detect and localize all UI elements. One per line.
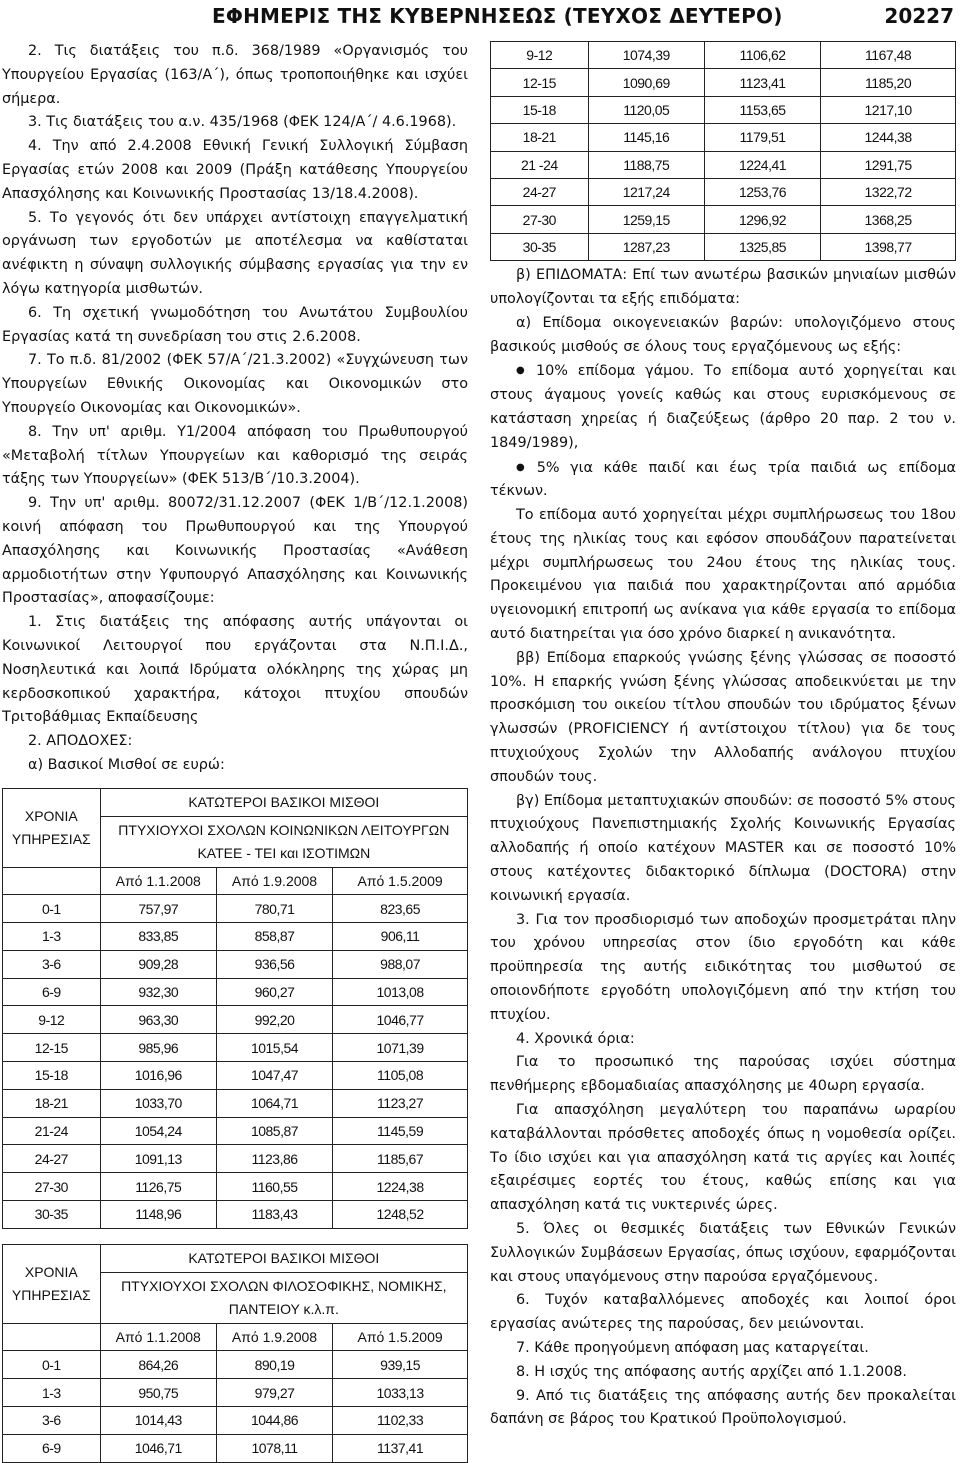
years-cell: 15-18 [3,1062,101,1090]
table-row [491,42,956,69]
salary-cell: 1296,92 [704,206,820,233]
salary-cell: 1224,38 [333,1173,468,1201]
paragraph: 8. Την υπ' αριθμ. Υ1/2004 απόφαση του Πρωθυπουργού «Μεταβολή τίτλων Υπουργείων και καθορισμό της σειράς τάξης των Υπουργείων» (ΦΕΚ 513/Β΄/10.3.2004). [2,423,468,488]
salary-cell: 1123,27 [333,1089,468,1117]
years-cell: 27-30 [491,206,589,233]
salary-cell: 1033,13 [333,1379,468,1407]
salary-cell: 1074,39 [588,42,704,69]
salary-cell: 1244,38 [821,124,956,151]
paragraph: 3. Για τον προσδιορισμό των αποδοχών προσμετράται πλην του χρόνου υπηρεσίας στον ίδιο εργοδότη και κάθε προϋπηρεσία της αυτής ειδικότητας του μισθωτού σε οποιονδήποτε εργοδότη υπολογιζόμενη από την κτήση του πτυχίου. [490,911,956,1023]
salary-table-continued [490,41,956,261]
salary-cell: 1015,54 [216,1034,332,1062]
table-row [3,1434,468,1462]
table-body [3,895,468,1229]
years-cell: 9-12 [491,42,589,69]
table-row [491,178,956,205]
salary-cell: 823,65 [333,895,468,923]
salary-cell: 1145,59 [333,1117,468,1145]
years-cell: 3-6 [3,950,101,978]
page-header [0,0,960,32]
salary-cell: 1091,13 [100,1145,216,1173]
salary-cell: 939,15 [333,1351,468,1379]
table-body [3,1351,468,1462]
table-row [3,1006,468,1034]
years-header: ΧΡΟΝΙΑ ΥΠΗΡΕΣΙΑΣ [3,788,101,867]
salary-cell: 780,71 [216,895,332,923]
date-header: Από 1.5.2009 [333,867,468,895]
bullet-item [490,359,956,455]
table-row [3,1379,468,1407]
table-row [491,124,956,151]
table-row [3,923,468,951]
years-cell: 1-3 [3,1379,101,1407]
date-header: Από 1.9.2008 [216,1323,332,1351]
paragraph: 3. Τις διατάξεις του α.ν. 435/1968 (ΦΕΚ 124/Α΄/ 4.6.1968). [28,114,457,131]
salary-cell: 909,28 [100,950,216,978]
salary-cell: 1179,51 [704,124,820,151]
empty-cell [3,1323,101,1351]
years-cell: 12-15 [3,1034,101,1062]
bullet-icon [516,363,536,379]
years-cell: 6-9 [3,1434,101,1462]
paragraph: 6. Τη σχετική γνωμοδότηση του Ανωτάτου Συμβουλίου Εργασίας κατά τη συνεδρίαση του στις 2.6.2008. [2,304,468,345]
paragraph: 8. Η ισχύς της απόφασης αυτής αρχίζει από 1.1.2008. [516,1363,908,1380]
table-row [3,1351,468,1379]
salary-cell: 1046,71 [100,1434,216,1462]
years-cell: 21-24 [3,1117,101,1145]
years-cell: 21 -24 [491,151,589,178]
salary-cell: 1259,15 [588,206,704,233]
salary-cell: 1013,08 [333,978,468,1006]
salary-cell: 1322,72 [821,178,956,205]
salary-cell: 985,96 [100,1034,216,1062]
right-column [490,40,956,1432]
salary-cell: 1248,52 [333,1201,468,1229]
table-row [3,1062,468,1090]
salary-cell: 1291,75 [821,151,956,178]
table-row [3,950,468,978]
salary-cell: 1188,75 [588,151,704,178]
paragraph: 4. Χρονικά όρια: [516,1030,635,1047]
salary-table-social-workers [2,788,468,1229]
years-cell: 30-35 [491,233,589,260]
salary-cell: 1105,08 [333,1062,468,1090]
paragraph: Για απασχόληση μεγαλύτερη του παραπάνω ωραρίου καταβάλλονται πρόσθετες αποδοχές όπως η νομοθεσία ορίζει. Το ίδιο ισχύει και για απασχόληση κατά τις αργίες και λοιπές εξαιρέσιμες εορτές του έτους, καθώς επίσης και για απασχόληση κατά τις νυκτερινές ώρες. [490,1102,956,1214]
date-header: Από 1.1.2008 [100,1323,216,1351]
salary-cell: 1044,86 [216,1407,332,1435]
paragraph: Το επίδομα αυτό χορηγείται μέχρι συμπλήρωσεως του 18ου έτους της ηλικίας τους και εφόσον σπουδάζουν παρατείνεται μέχρι συμπλήρωσεως του 24ου έτους της ηλικίας τους. Προκειμένου για παιδιά που χαρακτηρίζονται από αρμόδια υγειονομική επιτροπή ως ανίκανα για κάθε εργασία το επίδομα αυτό διατηρείται για όσο χρόνο διαρκεί η ανικανότητα. [490,507,956,643]
bullet-item [490,456,956,505]
salary-cell: 1106,62 [704,42,820,69]
salary-cell: 979,27 [216,1379,332,1407]
salary-cell: 950,75 [100,1379,216,1407]
paragraph: 6. Τυχόν καταβαλλόμενες αποδοχές και λοιποί όροι εργασίας ανώτερες της παρούσας, δεν μειώνονται. [490,1292,956,1333]
years-cell: 27-30 [3,1173,101,1201]
salary-cell: 1217,24 [588,178,704,205]
table-row [3,1145,468,1173]
salary-cell: 960,27 [216,978,332,1006]
salary-cell: 1287,23 [588,233,704,260]
date-header: Από 1.1.2008 [100,867,216,895]
salary-cell: 833,85 [100,923,216,951]
salary-cell: 757,97 [100,895,216,923]
paragraph: 7. Το π.δ. 81/2002 (ΦΕΚ 57/Α΄/21.3.2002) «Συγχώνευση των Υπουργείων Εθνικής Οικονομίας και Οικονομικών στο Υπουργείο Οικονομίας και Οικονομικών». [2,352,468,416]
salary-cell: 1167,48 [821,42,956,69]
paragraph: 9. Από τις διατάξεις της απόφασης αυτής δεν προκαλείται δαπάνη σε βάρος του Κρατικού Προϋπολογισμού. [490,1387,956,1428]
salary-cell: 864,26 [100,1351,216,1379]
salary-cell: 1217,10 [821,96,956,123]
paragraph: α) Βασικοί Μισθοί σε ευρώ: [28,756,225,773]
years-cell: 1-3 [3,923,101,951]
paragraph: 4. Την από 2.4.2008 Εθνική Γενική Συλλογική Σύμβαση Εργασίας ετών 2008 και 2009 (Πράξη κατάθεσης Υπουργείου Απασχόλησης και Κοινωνικής Προστασίας 13/18.4.2008). [2,138,468,202]
bullet-text: 10% επίδομα γάμου. Το επίδομα αυτό χορηγείται και στους άγαμους γονείς καθώς και στους ευρισκόμενους σε κατάσταση χηρείας ή διαζεύξεως (άρθρο 20 παρ. 2 του ν. 1849/1989), [490,363,956,451]
salary-cell: 1253,76 [704,178,820,205]
salary-cell: 932,30 [100,978,216,1006]
salary-cell: 1064,71 [216,1089,332,1117]
years-cell: 0-1 [3,1351,101,1379]
bullet-icon [516,460,537,476]
salary-cell: 1090,69 [588,69,704,96]
table-row [3,978,468,1006]
table-row [3,1173,468,1201]
salary-cell: 1085,87 [216,1117,332,1145]
paragraph: βγ) Επίδομα μεταπτυχιακών σπουδών: σε ποσοστό 5% στους πτυχιούχους Πανεπιστημιακής Σχολής Κοινωνικής Εργασίας αλλοδαπής ή οποίο κατέχουν MASTER και σε ποσοστό 10% στους κατέχοντες διδακτορικό δίπλωμα (DOCTORA) στην κοινωνική εργασία. [490,792,956,904]
salary-cell: 890,19 [216,1351,332,1379]
date-header: Από 1.9.2008 [216,867,332,895]
salary-cell: 988,07 [333,950,468,978]
table-row [3,1407,468,1435]
years-cell: 15-18 [491,96,589,123]
salary-cell: 1145,16 [588,124,704,151]
paragraph: 7. Κάθε προηγούμενη απόφαση μας καταργείται. [516,1339,869,1356]
salary-cell: 992,20 [216,1006,332,1034]
years-header: ΧΡΟΝΙΑ ΥΠΗΡΕΣΙΑΣ [3,1244,101,1323]
table-row [491,96,956,123]
salary-cell: 1047,47 [216,1062,332,1090]
paragraph: β) ΕΠΙΔΟΜΑΤΑ: Επί των ανωτέρω βασικών μηνιαίων μισθών υπολογίζονται τα εξής επιδόματα: [490,267,956,307]
salary-cell: 1046,77 [333,1006,468,1034]
salary-cell: 1123,41 [704,69,820,96]
salary-cell: 1398,77 [821,233,956,260]
salary-cell: 1185,67 [333,1145,468,1173]
page-number: 20227 [884,4,954,28]
years-cell: 24-27 [491,178,589,205]
paragraph: 5. Το γεγονός ότι δεν υπάρχει αντίστοιχη επαγγελματική οργάνωση των εργοδοτών με αποτέλεσμα να καθίσταται ανέφικτη η σύναψη συλλογικής σύμβασης εργασίας για την εν λόγω κατηγορία μισθωτών. [2,209,468,297]
table-row [491,206,956,233]
paragraph: 2. ΑΠΟΔΟΧΕΣ: [28,733,133,750]
years-cell: 18-21 [491,124,589,151]
salary-cell: 1078,11 [216,1434,332,1462]
table-row [3,1117,468,1145]
left-column [2,40,468,1463]
empty-cell [3,867,101,895]
salary-cell: 936,56 [216,950,332,978]
salary-table-philosophy-law [2,1244,468,1463]
gazette-title: ΕΦΗΜΕΡΙΣ ΤΗΣ ΚΥΒΕΡΝΗΣΕΩΣ (ΤΕΥΧΟΣ ΔΕΥΤΕΡΟ) [212,4,783,28]
category-header: ΠΤΥΧΙΟΥΧΟΙ ΣΧΟΛΩΝ ΚΟΙΝΩΝΙΚΩΝ ΛΕΙΤΟΥΡΓΩΝ ΚΑΤΕΕ - ΤΕΙ και ΙΣΟΤΙΜΩΝ [100,816,467,867]
table-row [3,1201,468,1229]
paragraph: Για το προσωπικό της παρούσας ισχύει σύστημα πενθήμερης εβδομαδιαίας απασχόλησης με 40ωρη εργασία. [490,1054,956,1095]
salary-cell: 1224,41 [704,151,820,178]
salary-cell: 1368,25 [821,206,956,233]
paragraph: ββ) Επίδομα επαρκούς γνώσης ξένης γλώσσας σε ποσοστό 10%. Η επαρκής γνώση ξένης γλώσσας αποδεικνύεται με την προσκόμιση του οικείου τίτλου σπουδών του ιδρύματος ξένων γλωσσών (PROFICIENCY ή αντίστοιχου τίτλου) για δε τους πτυχιούχους Σχολών την Αλλοδαπής ανάλογου πτυχίου σπουδών τους. [490,649,956,785]
years-cell: 3-6 [3,1407,101,1435]
table-row [3,1089,468,1117]
salary-cell: 858,87 [216,923,332,951]
salary-cell: 1071,39 [333,1034,468,1062]
table-title: ΚΑΤΩΤΕΡΟΙ ΒΑΣΙΚΟΙ ΜΙΣΘΟΙ [100,788,467,816]
table-row [3,895,468,923]
table-row [491,69,956,96]
salary-cell: 1160,55 [216,1173,332,1201]
table-row [491,233,956,260]
salary-cell: 963,30 [100,1006,216,1034]
salary-cell: 1126,75 [100,1173,216,1201]
salary-cell: 1183,43 [216,1201,332,1229]
salary-cell: 1120,05 [588,96,704,123]
years-cell: 9-12 [3,1006,101,1034]
table-title: ΚΑΤΩΤΕΡΟΙ ΒΑΣΙΚΟΙ ΜΙΣΘΟΙ [100,1244,467,1272]
paragraph: 1. Στις διατάξεις της απόφασης αυτής υπάγονται οι Κοινωνικοί Λειτουργοί που εργάζονται στα Ν.Π.Ι.Δ., Νοσηλευτικά και λοιπά Ιδρύματα ολόκληρης της χώρας μη κερδοσκοπικού χαρακτήρα, κάτοχοι πτυχίου σπουδών Τριτοβάθμιας Εκπαίδευσης [2,614,468,726]
salary-cell: 1325,85 [704,233,820,260]
salary-cell: 1016,96 [100,1062,216,1090]
salary-cell: 906,11 [333,923,468,951]
salary-cell: 1033,70 [100,1089,216,1117]
salary-cell: 1014,43 [100,1407,216,1435]
salary-cell: 1054,24 [100,1117,216,1145]
years-cell: 6-9 [3,978,101,1006]
salary-cell: 1123,86 [216,1145,332,1173]
years-cell: 30-35 [3,1201,101,1229]
years-cell: 12-15 [491,69,589,96]
table-body [491,42,956,261]
salary-cell: 1185,20 [821,69,956,96]
salary-cell: 1148,96 [100,1201,216,1229]
salary-cell: 1137,41 [333,1434,468,1462]
date-header: Από 1.5.2009 [333,1323,468,1351]
paragraph: 2. Τις διατάξεις του π.δ. 368/1989 «Οργανισμός του Υπουργείου Εργασίας (163/Α΄), όπως τροποποιήθηκε και ισχύει σήμερα. [2,43,468,107]
table-row [3,1034,468,1062]
table-row [491,151,956,178]
category-header: ΠΤΥΧΙΟΥΧΟΙ ΣΧΟΛΩΝ ΦΙΛΟΣΟΦΙΚΗΣ, ΝΟΜΙΚΗΣ, ΠΑΝΤΕΙΟΥ κ.λ.π. [100,1272,467,1323]
paragraph: α) Επίδομα οικογενειακών βαρών: υπολογιζόμενο στους βασικούς μισθούς σε όλους τους εργαζόμενους ως εξής: [490,314,956,355]
paragraph: 9. Την υπ' αριθμ. 80072/31.12.2007 (ΦΕΚ 1/Β΄/12.1.2008) κοινή απόφαση του Πρωθυπουργού και της Υπουργού Απασχόλησης και Κοινωνικής Προστασίας «Ανάθεση αρμοδιοτήτων στην Υφυπουργό Απασχόλησης και Κοινωνικής Προστασίας», αποφασίζουμε: [2,495,468,607]
salary-cell: 1102,33 [333,1407,468,1435]
years-cell: 18-21 [3,1089,101,1117]
salary-cell: 1153,65 [704,96,820,123]
years-cell: 0-1 [3,895,101,923]
years-cell: 24-27 [3,1145,101,1173]
paragraph: 5. Όλες οι θεσμικές διατάξεις των Εθνικών Γενικών Συλλογικών Συμβάσεων Εργασίας, όπως ισχύουν, εφαρμόζονται και στους υπαγόμενους στην παρούσα εργαζόμενους. [490,1221,956,1285]
bullet-text: 5% για κάθε παιδί και έως τρία παιδιά ως επίδομα τέκνων. [490,459,956,500]
